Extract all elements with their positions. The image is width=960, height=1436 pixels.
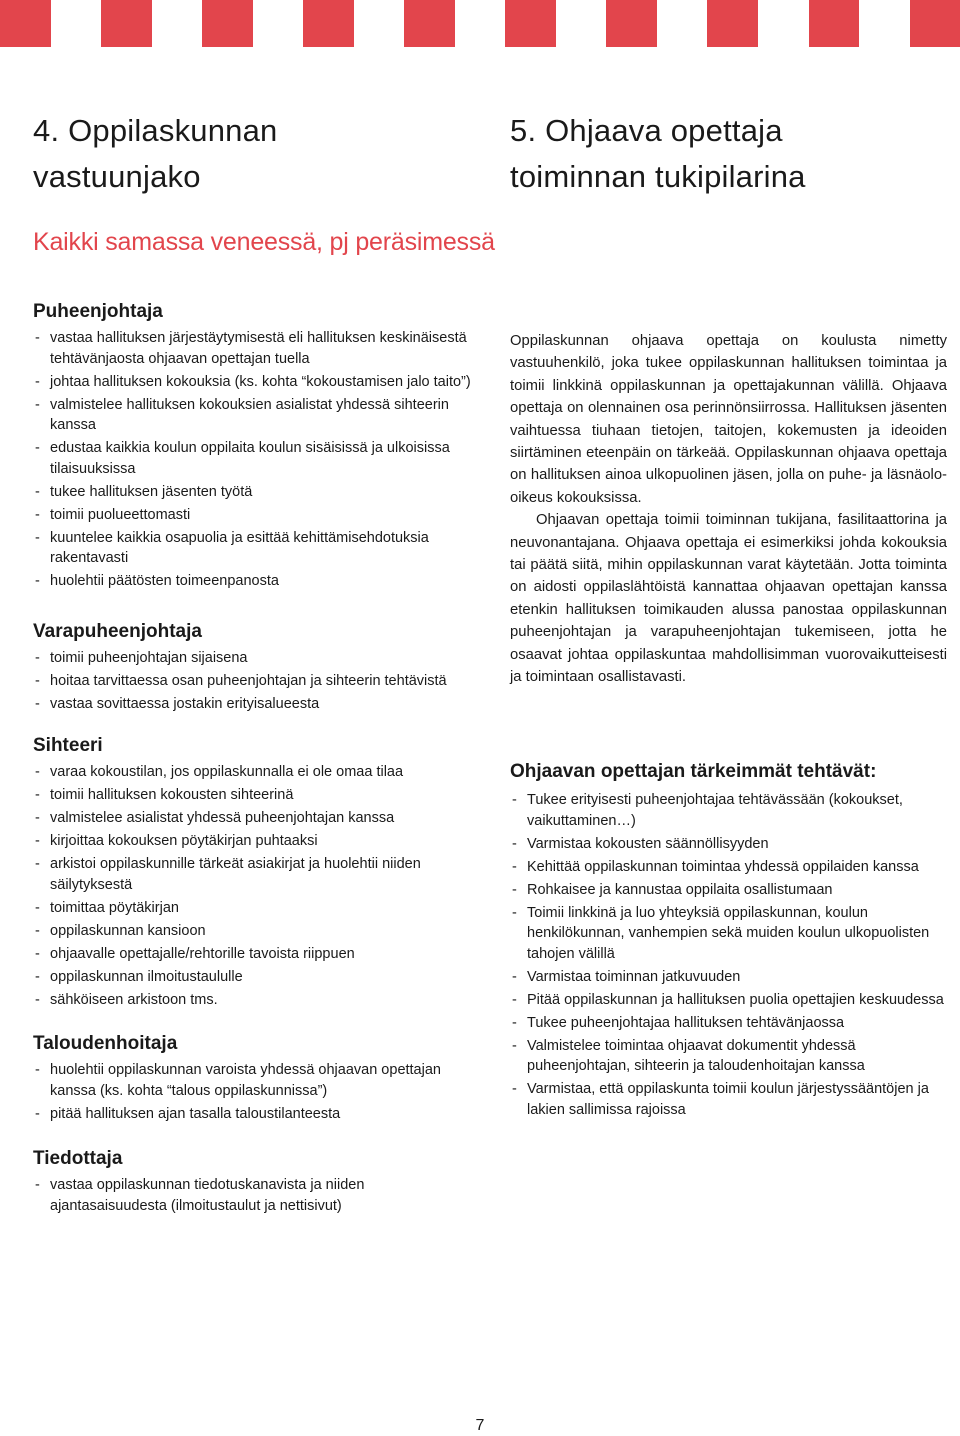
list-item: - toimii hallituksen kokousten sihteerinä	[33, 785, 473, 806]
list-item: - toimittaa pöytäkirjan	[33, 898, 473, 919]
stripe	[809, 0, 860, 47]
decorative-top-stripes	[0, 0, 960, 47]
list-item: - Rohkaisee ja kannustaa oppilaita osallistumaan	[510, 880, 950, 901]
list-item: - Varmistaa toiminnan jatkuvuuden	[510, 967, 950, 988]
list-item: - Tukee puheenjohtajaa hallituksen tehtävänjaossa	[510, 1013, 950, 1034]
stripe	[606, 0, 657, 47]
list-item: - arkistoi oppilaskunnille tärkeät asiakirjat ja huolehtii niiden säilytyksestä	[33, 854, 473, 895]
list-item: - varaa kokoustilan, jos oppilaskunnalla ei ole omaa tilaa	[33, 762, 473, 783]
list-item: - vastaa oppilaskunnan tiedotuskanavista ja niiden ajantasaisuudesta (ilmoitustaulut ja nettisivut)	[33, 1175, 473, 1216]
list-item: - Varmistaa, että oppilaskunta toimii koulun järjestyssääntöjen ja lakien sallimissa rajoissa	[510, 1079, 950, 1120]
section-heading: Sihteeri	[33, 735, 103, 756]
left-title-line-2: vastuunjako	[33, 159, 201, 194]
paragraph: Oppilaskunnan ohjaava opettaja on koulusta nimetty vastuuhenkilö, joka tukee oppilaskunnan hallituksen toimintaa ja toimii linkkinä oppilaskunnan ja opettajakunnan välillä. Ohjaava opettaja on olennainen osa perinnönsiirrossa. Hallituksen jäsenten vaihtuessa tiuhaan tietojen, taitojen, kokemusten ja ideoiden siirtäminen eteenpäin on tärkeää. Oppilaskunnan ohjaava opettaja on hallituksen ainoa ulkopuolinen jäsen, jolla on puhe- ja läsnäolo-oikeus kokouksissa.	[510, 333, 947, 506]
list-item: - Varmistaa kokousten säännöllisyyden	[510, 834, 950, 855]
stripe	[0, 0, 51, 47]
list-item: - Toimii linkkinä ja luo yhteyksiä oppilaskunnan, koulun henkilökunnan, vanhempien sekä muiden koulun ulkopuolisten tahojen välillä	[510, 903, 950, 965]
stripe	[303, 0, 354, 47]
list-item: - valmistelee hallituksen kokouksien asialistat yhdessä sihteerin kanssa	[33, 395, 473, 436]
right-title-line-2: toiminnan tukipilarina	[510, 159, 806, 194]
section-taloudenhoitaja	[33, 1032, 473, 1127]
section-heading: Varapuheenjohtaja	[33, 621, 202, 642]
list-item: - Valmistelee toimintaa ohjaavat dokumentit yhdessä puheenjohtajan, sihteerin ja taloudenhoitajan kanssa	[510, 1036, 950, 1077]
stripe	[202, 0, 253, 47]
stripe	[101, 0, 152, 47]
list-item: - ohjaavalle opettajalle/rehtorille tavoista riippuen	[33, 944, 473, 965]
teacher-description	[510, 330, 947, 689]
list-item: - oppilaskunnan kansioon	[33, 921, 473, 942]
list-item: - Pitää oppilaskunnan ja hallituksen puolia opettajien keskuudessa	[510, 990, 950, 1011]
list-item: - oppilaskunnan ilmoitustaululle	[33, 967, 473, 988]
list-item: - edustaa kaikkia koulun oppilaita koulun sisäisissä ja ulkoisissa tilaisuuksissa	[33, 438, 473, 479]
list-item: - valmistelee asialistat yhdessä puheenjohtajan kanssa	[33, 808, 473, 829]
section-tiedottaja	[33, 1147, 473, 1219]
list-item: - johtaa hallituksen kokouksia (ks. kohta “kokoustamisen jalo taito”)	[33, 372, 473, 393]
duty-list	[33, 762, 473, 1010]
section-heading: Taloudenhoitaja	[33, 1033, 178, 1054]
list-item: - toimii puheenjohtajan sijaisena	[33, 648, 473, 669]
list-item: - kirjoittaa kokouksen pöytäkirjan puhtaaksi	[33, 831, 473, 852]
page-number: 7	[475, 1417, 485, 1434]
tasks-heading: Ohjaavan opettajan tärkeimmät tehtävät:	[510, 761, 877, 782]
duty-list	[33, 648, 473, 715]
right-title-line-1: 5. Ohjaava opettaja	[510, 113, 783, 148]
list-item: - huolehtii oppilaskunnan varoista yhdessä ohjaavan opettajan kanssa (ks. kohta “talous oppilaskunnissa”)	[33, 1060, 473, 1101]
task-list	[510, 790, 950, 1120]
section-puheenjohtaja	[33, 300, 473, 594]
stripe	[707, 0, 758, 47]
paragraph: Ohjaavan opettaja toimii toiminnan tukijana, fasilitaattorina ja neuvonantajana. Ohjaava opettaja ei esimerkiksi johda kokouksia tai päätä siitä, mihin oppilaskunnan varat käytetään. Jotta toiminta on aidosti oppilaslähtöistä kannattaa ohjaavan opettajan kanssa etenkin hallituksen toimikauden alussa panostaa oppilaskunnan puheenjohtajan ja varapuheenjohtajan tukemiseen, jotta he osaavat johtaa oppilaskuntaa mahdollisimman vuorovaikutteisesti ja toimintaan osallistavasti.	[510, 512, 947, 686]
stripe	[505, 0, 556, 47]
list-item: - tukee hallituksen jäsenten työtä	[33, 482, 473, 503]
list-item: - toimii puolueettomasti	[33, 505, 473, 526]
list-item: - Kehittää oppilaskunnan toimintaa yhdessä oppilaiden kanssa	[510, 857, 950, 878]
list-item: - vastaa hallituksen järjestäytymisestä eli hallituksen keskinäisestä tehtävänjaosta ohjaavan opettajan tuella	[33, 328, 473, 369]
list-item: - pitää hallituksen ajan tasalla taloustilanteesta	[33, 1104, 473, 1125]
section-heading: Puheenjohtaja	[33, 301, 163, 322]
right-title	[510, 108, 950, 200]
stripe	[404, 0, 455, 47]
list-item: - hoitaa tarvittaessa osan puheenjohtajan ja sihteerin tehtävistä	[33, 671, 473, 692]
duty-list	[33, 1175, 473, 1216]
list-item: - kuuntelee kaikkia osapuolia ja esittää kehittämisehdotuksia rakentavasti	[33, 528, 473, 569]
left-title-line-1: 4. Oppilaskunnan	[33, 113, 278, 148]
teacher-tasks	[510, 760, 950, 1123]
duty-list	[33, 1060, 473, 1124]
left-title	[33, 108, 473, 200]
list-item: - vastaa sovittaessa jostakin erityisalueesta	[33, 694, 473, 715]
subtitle: Kaikki samassa veneessä, pj peräsimessä	[33, 228, 495, 256]
stripe	[910, 0, 960, 47]
list-item: - sähköiseen arkistoon tms.	[33, 990, 473, 1011]
section-varapuheenjohtaja	[33, 620, 473, 717]
section-heading: Tiedottaja	[33, 1148, 123, 1169]
section-sihteeri	[33, 734, 473, 1013]
duty-list	[33, 328, 473, 592]
list-item: - Tukee erityisesti puheenjohtajaa tehtävässään (kokoukset, vaikuttaminen…)	[510, 790, 950, 831]
list-item: - huolehtii päätösten toimeenpanosta	[33, 571, 473, 592]
